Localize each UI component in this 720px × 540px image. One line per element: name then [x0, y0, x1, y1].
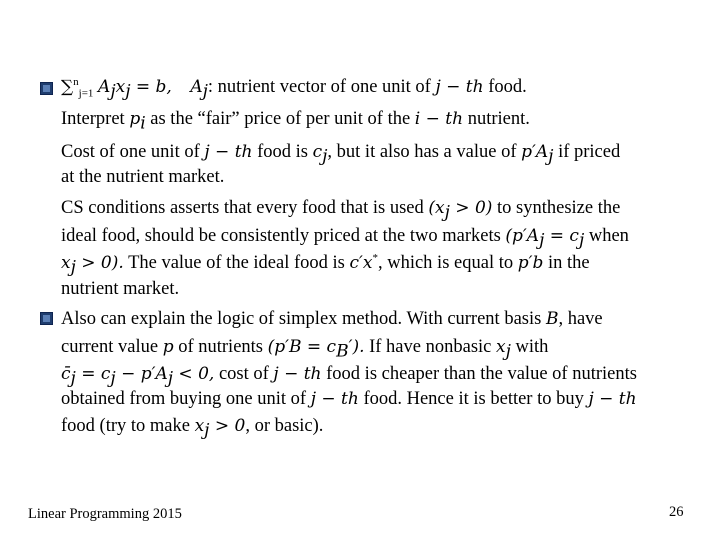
bullet1-line3: Cost of one unit of j − th food is $c_j$, but it also has a value of $p'A_j$ if priced: [61, 142, 621, 167]
bullet-icon-1: [40, 82, 53, 95]
page-number: 26: [669, 504, 684, 520]
bullet2-line4: obtained from buying one unit of j − th food. Hence it is better to buy j − th: [61, 389, 637, 409]
bullet-icon-2: [40, 312, 53, 325]
bullet1-line6: ideal food, should be consistently priced at the two markets ($p'A_j = c_j$ when: [61, 226, 629, 251]
bullet1-line8: nutrient market.: [61, 279, 180, 299]
footer-course-title: Linear Programming 2015: [28, 506, 182, 522]
bullet1-line2: Interpret $p_i$ as the “fair” price of per unit of the i − th nutrient.: [61, 109, 530, 134]
bullet1-line5: CS conditions asserts that every food that is used $(x_j > 0)$ to synthesize the: [61, 198, 621, 223]
bullet1-line7: $x_j > 0$). The value of the ideal food is c′x*, which is equal to p′b in the: [61, 251, 590, 278]
bullet1-line1: ∑$^n_{j=1}$ $A_jx_j = b$, $A_j$: nutrient vector of one unit of j − th food.: [61, 75, 527, 102]
bullet1-line4: at the nutrient market.: [61, 167, 225, 187]
bullet2-line2: current value p of nutrients $(p'B = c_B')$. If have nonbasic $x_j$ with: [61, 337, 549, 362]
bullet2-line5: food (try to make $x_j > 0$, or basic).: [61, 416, 324, 441]
bullet2-line3: $c̄_j = c_j - p'A_j < 0$, cost of j − th food is cheaper than the value of nutrients: [61, 364, 637, 389]
bullet2-line1: Also can explain the logic of simplex method. With current basis B, have: [61, 309, 603, 329]
sum-symbol: ∑: [61, 77, 74, 97]
